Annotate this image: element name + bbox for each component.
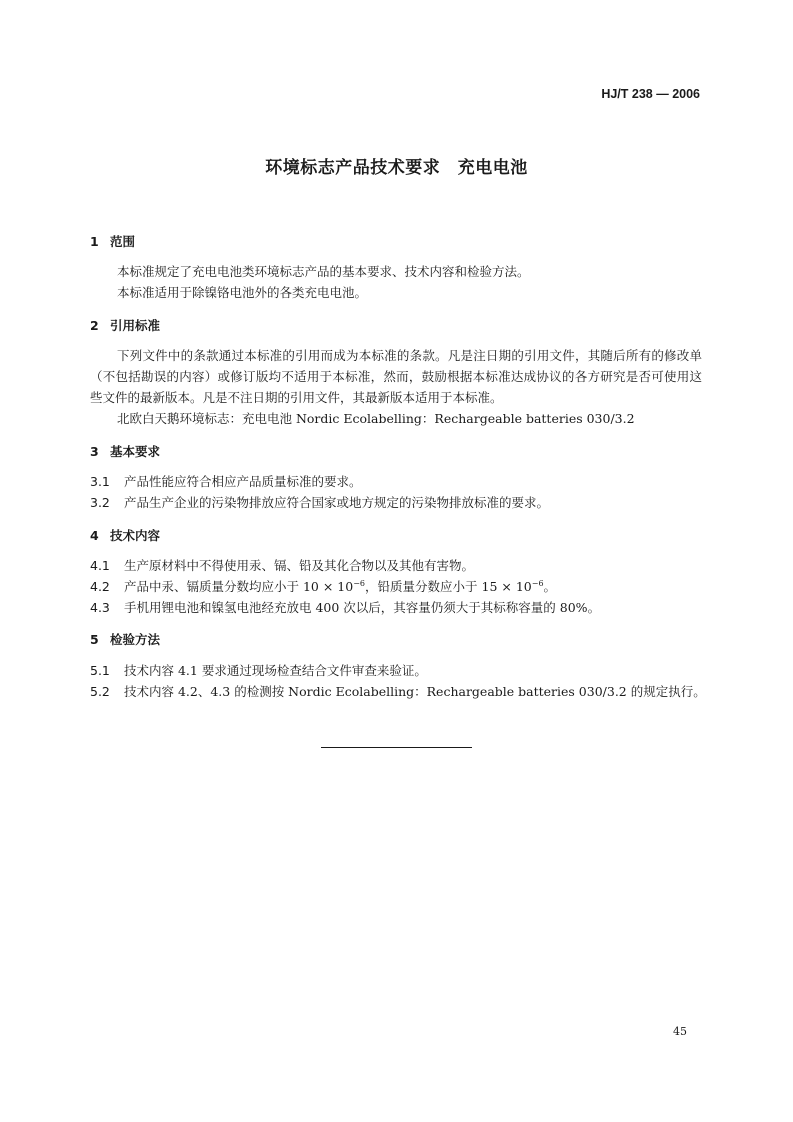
section-number: 1 [90, 234, 99, 249]
clause-text-part-b: ，铅质量分数应小于 15 × 10 [365, 579, 532, 594]
clause-text: 生产原材料中不得使用汞、镉、铅及其化合物以及其他有害物。 [124, 558, 475, 573]
section-4-heading [90, 526, 160, 544]
normative-references-paragraph: 下列文件中的条款通过本标准的引用而成为本标准的条款。凡是注日期的引用文件，其随后所有的修改单（不包括勘误的内容）或修订版均不适用于本标准，然而，鼓励根据本标准达成协议的各方研究是否可使用这些文件的最新版本。凡是不注日期的引用文件，其最新版本适用于本标准。 [90, 348, 702, 405]
clause-number: 5.2 [90, 684, 110, 699]
section-title: 技术内容 [110, 528, 161, 543]
clause-text: 产品生产企业的污染物排放应符合国家或地方规定的污染物排放标准的要求。 [124, 495, 550, 510]
section-title: 范围 [110, 234, 136, 249]
end-of-standard-rule [321, 747, 472, 748]
section-3-heading [90, 442, 160, 460]
clause-text: 技术内容 4.2、4.3 的检测按 Nordic Ecolabelling：Rechargeable batteries 030/3.2 的规定执行。 [124, 684, 706, 699]
section-title: 引用标准 [110, 318, 161, 333]
clause-3-1 [90, 471, 705, 492]
section-2-heading [90, 316, 160, 334]
clause-text: 技术内容 4.1 要求通过现场检查结合文件审查来验证。 [124, 663, 427, 678]
page-number: 45 [673, 1025, 687, 1038]
section-number: 2 [90, 318, 99, 333]
clause-number: 4.3 [90, 600, 110, 615]
clause-5-1 [90, 660, 705, 681]
standard-code: HJ/T 238 — 2006 [601, 87, 700, 101]
section-number: 4 [90, 528, 99, 543]
clause-number: 4.1 [90, 558, 110, 573]
document-title: 环境标志产品技术要求 充电电池 [265, 158, 528, 178]
clause-text-part-c: 。 [543, 579, 557, 594]
clause-number: 5.1 [90, 663, 110, 678]
clause-text-part-a: 产品中汞、镉质量分数均应小于 10 × 10 [124, 579, 354, 594]
section-title: 检验方法 [110, 632, 161, 647]
exponent: −6 [353, 579, 366, 588]
clause-number: 4.2 [90, 579, 110, 594]
section-1-heading [90, 232, 135, 250]
clause-text: 产品性能应符合相应产品质量标准的要求。 [124, 474, 362, 489]
clause-number: 3.2 [90, 495, 110, 510]
section-5-heading [90, 630, 160, 648]
clause-number: 3.1 [90, 474, 110, 489]
reference-document: 北欧白天鹅环境标志：充电电池 Nordic Ecolabelling：Rechargeable batteries 030/3.2 [117, 411, 635, 426]
clause-4-1 [90, 555, 705, 576]
section-number: 5 [90, 632, 99, 647]
section-number: 3 [90, 444, 99, 459]
clause-5-2 [90, 681, 705, 702]
scope-paragraph-2: 本标准适用于除镍铬电池外的各类充电电池。 [117, 285, 368, 300]
clause-text: 手机用锂电池和镍氢电池经充放电 400 次以后，其容量仍须大于其标称容量的 80%。 [124, 600, 601, 615]
scope-paragraph-1: 本标准规定了充电电池类环境标志产品的基本要求、技术内容和检验方法。 [117, 264, 530, 279]
clause-4-3 [90, 597, 705, 618]
clause-4-2 [90, 576, 705, 597]
exponent: −6 [531, 579, 544, 588]
section-title: 基本要求 [110, 444, 161, 459]
clause-3-2 [90, 492, 705, 513]
